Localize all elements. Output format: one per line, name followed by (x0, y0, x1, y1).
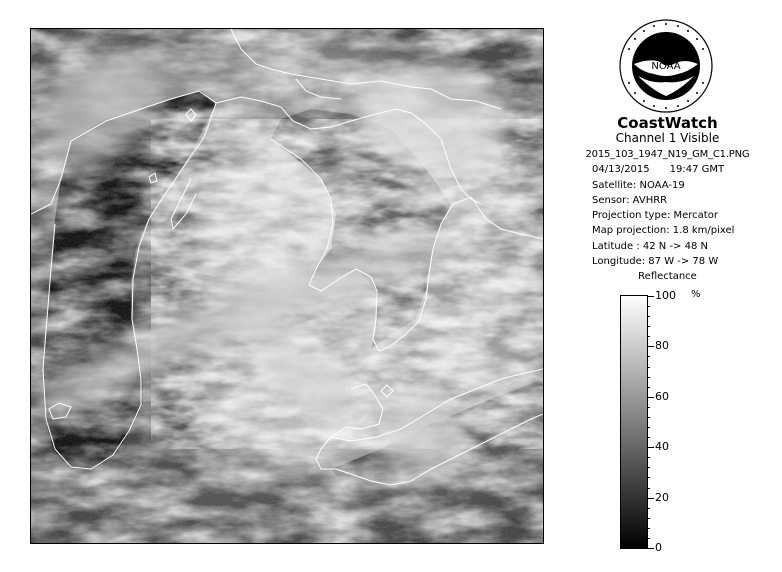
legend-tick-label: 40 (655, 440, 669, 454)
legend-minor-tick (647, 437, 650, 438)
legend-minor-tick (647, 538, 650, 539)
legend-minor-tick (647, 417, 650, 418)
legend-tick-label: 60 (655, 389, 669, 403)
legend-unit: % (691, 289, 701, 300)
legend-minor-tick (647, 477, 650, 478)
legend-minor-tick (647, 467, 650, 468)
info-panel (560, 14, 775, 564)
legend-tick (647, 548, 654, 549)
legend-minor-tick (647, 336, 650, 337)
legend-minor-tick (647, 377, 650, 378)
legend-tick-label: 0 (655, 541, 662, 554)
filename: 2015_103_1947_N19_GM_C1.PNG (585, 149, 750, 160)
legend-minor-tick (647, 387, 650, 388)
satellite: Satellite: NOAA-19 (592, 179, 685, 191)
metadata-block (560, 147, 775, 269)
legend-minor-tick (647, 528, 650, 529)
legend-minor-tick (647, 367, 650, 368)
longitude-range: Longitude: 87 W -> 78 W (592, 256, 719, 268)
legend-minor-tick (647, 518, 650, 519)
legend-minor-tick (647, 407, 650, 408)
noaa-logo-icon (618, 18, 714, 114)
legend-tick-label: 80 (655, 339, 669, 353)
legend-tick (647, 498, 654, 499)
projection-type: Projection type: Mercator (592, 210, 718, 222)
time: 19:47 GMT (669, 164, 725, 176)
channel-label: Channel 1 Visible (615, 131, 720, 145)
legend-minor-tick (647, 316, 650, 317)
legend-tick-label: 20 (655, 490, 669, 504)
legend-minor-tick (647, 427, 650, 428)
legend-tick (647, 447, 654, 448)
legend-minor-tick (647, 306, 650, 307)
reflectance-legend (620, 289, 720, 554)
legend-minor-tick (647, 508, 650, 509)
legend-title: Reflectance (638, 271, 697, 282)
date-time-row (560, 162, 775, 177)
map-projection: Map projection: 1.8 km/pixel (592, 225, 735, 237)
noaa-logo-text: NOAA (651, 61, 681, 72)
legend-tick (647, 346, 654, 347)
legend-tick-label: 100 (655, 289, 676, 302)
legend-minor-tick (647, 356, 650, 357)
brand-title: CoastWatch (617, 114, 718, 132)
legend-minor-tick (647, 488, 650, 489)
legend-minor-tick (647, 326, 650, 327)
legend-minor-tick (647, 457, 650, 458)
colorbar (620, 295, 648, 549)
latitude-range: Latitude : 42 N -> 48 N (592, 240, 708, 252)
sensor: Sensor: AVHRR (592, 194, 668, 206)
satellite-image (30, 28, 544, 544)
legend-tick (647, 296, 654, 297)
date: 04/13/2015 (592, 164, 650, 176)
legend-tick (647, 397, 654, 398)
satellite-image-svg (31, 29, 543, 543)
